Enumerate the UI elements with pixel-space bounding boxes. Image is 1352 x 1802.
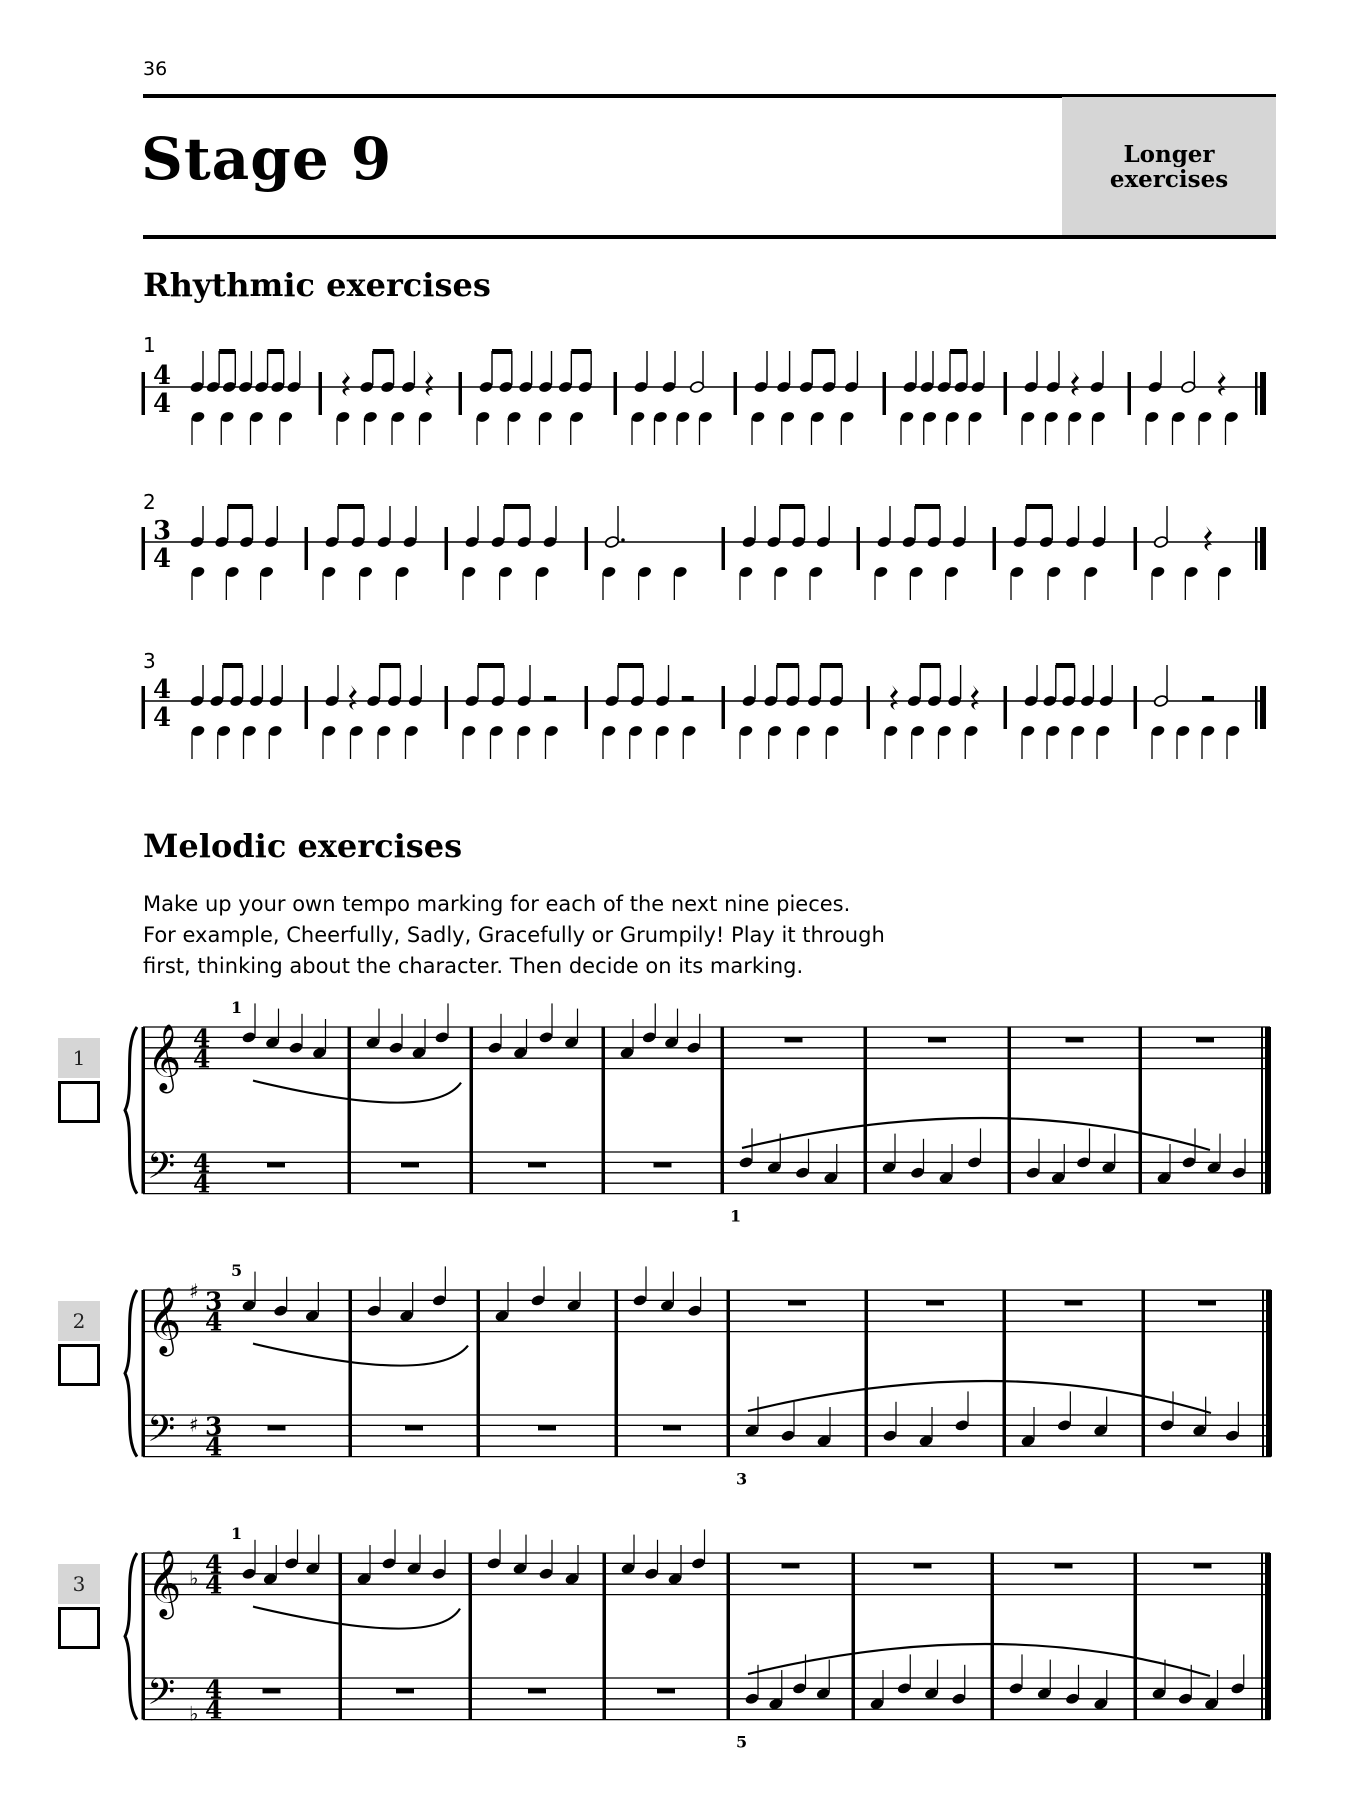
beam (618, 663, 643, 668)
quarter-rest-icon (1218, 371, 1226, 396)
barline (348, 1027, 352, 1194)
beam (950, 349, 967, 354)
final-barline-thin (1261, 1027, 1263, 1194)
time-signature-bottom: 4 (153, 389, 172, 419)
time-signature-bottom: 4 (205, 1432, 223, 1462)
final-barline-thin (1255, 372, 1258, 415)
whole-rest-icon (268, 1425, 286, 1430)
final-barline-thick (1260, 372, 1266, 415)
melody-note-head (486, 1557, 501, 1570)
time-signature-top: 4 (205, 1674, 223, 1704)
melody-note-head (538, 1031, 553, 1044)
quarter-rest-icon (971, 685, 979, 710)
melody-note-head (388, 1041, 403, 1054)
beam (228, 504, 253, 509)
melody-note-head (951, 1692, 966, 1705)
barline (727, 1553, 731, 1720)
melody-note-head (738, 1156, 753, 1169)
quarter-rest-icon (349, 685, 357, 710)
barline (319, 372, 323, 415)
key-signature-icon: ♭ (189, 1566, 199, 1590)
whole-rest-icon (785, 1037, 803, 1042)
melody-note-head (273, 1304, 288, 1317)
whole-rest-icon (1066, 1037, 1084, 1042)
time-signature-bottom: 4 (205, 1695, 223, 1725)
melody-note-head (882, 1429, 897, 1442)
barline (1004, 686, 1008, 729)
barline (445, 686, 449, 729)
half-rest-icon (544, 696, 556, 701)
time-signature-top: 4 (153, 361, 172, 391)
time-signature-bottom: 4 (205, 1307, 223, 1337)
whole-rest-icon (1065, 1300, 1083, 1305)
dot (621, 538, 625, 542)
page-number: 36 (143, 58, 168, 80)
barline (142, 527, 146, 570)
whole-rest-icon (263, 1688, 281, 1693)
melody-note-head (687, 1304, 702, 1317)
melody-note-head (644, 1567, 659, 1580)
barline (305, 686, 309, 729)
final-barline-thick (1266, 1290, 1272, 1457)
final-barline-thick (1260, 686, 1266, 729)
melodic-exercise-1-number: 1 (58, 1038, 100, 1078)
barline (1134, 527, 1138, 570)
final-barline-thin (1255, 527, 1258, 570)
barline (1134, 1553, 1138, 1720)
rhythm-exercise-3-label: 3 (143, 649, 156, 673)
melody-note-head (538, 1567, 553, 1580)
barline (722, 527, 726, 570)
barline (852, 1553, 856, 1720)
whole-rest-icon (914, 1563, 932, 1568)
whole-rest-icon (788, 1300, 806, 1305)
melody-note-head (381, 1557, 396, 1570)
melody-note-head (1178, 1692, 1193, 1705)
barline (1004, 372, 1008, 415)
whole-rest-icon (657, 1688, 675, 1693)
whole-rest-icon (405, 1425, 423, 1430)
barline (721, 1027, 725, 1194)
time-signature-bottom: 4 (205, 1570, 223, 1600)
barline (727, 1290, 731, 1457)
barline (142, 686, 146, 729)
melody-note-head (795, 1166, 810, 1179)
barline (469, 1553, 473, 1720)
melody-note-head (967, 1156, 982, 1169)
beam (1056, 663, 1075, 668)
brace-icon (125, 1027, 137, 1194)
whole-rest-icon (663, 1425, 681, 1430)
melody-note-head (434, 1031, 449, 1044)
melody-note-head (744, 1692, 759, 1705)
whole-rest-icon (928, 1037, 946, 1042)
time-signature-top: 4 (193, 1023, 211, 1053)
melody-note-head (284, 1557, 299, 1570)
final-barline-thick (1260, 527, 1266, 570)
melody-note-head (432, 1294, 447, 1307)
barline (142, 1553, 146, 1720)
melody-note-head (897, 1682, 912, 1695)
beam (812, 349, 835, 354)
fingering-number: 1 (730, 1206, 742, 1226)
bass-clef-icon: 𝄢 (147, 1671, 176, 1723)
time-signature-bottom: 4 (193, 1044, 211, 1074)
treble-clef-icon: 𝄞 (147, 1285, 182, 1354)
half-rest-icon (682, 696, 694, 701)
fingering-number: 5 (231, 1261, 243, 1280)
time-signature-top: 3 (205, 1286, 223, 1316)
melody-note-head (1025, 1166, 1040, 1179)
melodic-heading: Melodic exercises (143, 827, 463, 865)
barline (470, 1027, 474, 1194)
beam (219, 349, 235, 354)
beam (373, 349, 394, 354)
melody-note-head (366, 1304, 381, 1317)
rhythm-exercise-2-label: 2 (143, 490, 156, 514)
barline (1139, 1027, 1143, 1194)
brace-icon (125, 1553, 137, 1720)
melody-note-head (686, 1041, 701, 1054)
barline (1003, 1290, 1007, 1457)
final-barline-thick (1265, 1027, 1271, 1194)
time-signature-top: 3 (153, 516, 172, 546)
beam (338, 504, 364, 509)
quarter-rest-icon (425, 371, 433, 396)
fingering-number: 3 (736, 1469, 748, 1489)
whole-rest-icon (267, 1162, 285, 1167)
final-barline-thin (1262, 1290, 1264, 1457)
melody-note-head (1230, 1682, 1245, 1695)
key-signature-icon: ♯ (189, 1279, 199, 1303)
whole-rest-icon (528, 1162, 546, 1167)
time-signature-bottom: 4 (153, 703, 172, 733)
barline (722, 686, 726, 729)
fingering-number: 1 (231, 998, 243, 1017)
melody-note-head (792, 1682, 807, 1695)
beam (777, 663, 799, 668)
melody-note-head (1225, 1429, 1240, 1442)
final-barline-thin (1255, 686, 1258, 729)
whole-rest-icon (396, 1688, 414, 1693)
barline (585, 527, 589, 570)
melody-note-head (910, 1166, 925, 1179)
melody-note-head (632, 1294, 647, 1307)
beam (915, 504, 940, 509)
barline (1142, 1290, 1146, 1457)
melody-note-head (1008, 1682, 1023, 1695)
melody-note-head (1231, 1166, 1246, 1179)
whole-rest-icon (1194, 1563, 1212, 1568)
barline (602, 1027, 606, 1194)
melody-note-head (1065, 1692, 1080, 1705)
melody-note-head (1159, 1419, 1174, 1432)
section-tag-line-2: exercises (1109, 165, 1229, 193)
time-signature-bottom: 4 (153, 544, 172, 574)
quarter-rest-icon (1204, 526, 1212, 551)
whole-rest-icon (528, 1688, 546, 1693)
time-signature-top: 3 (205, 1411, 223, 1441)
brace-icon (125, 1290, 137, 1457)
barline (734, 372, 738, 415)
melody-note-head (241, 1031, 256, 1044)
melody-note-head (530, 1294, 545, 1307)
melody-note-head (954, 1419, 969, 1432)
rhythmic-heading: Rhythmic exercises (143, 266, 491, 304)
barline (142, 372, 146, 415)
half-rest-icon (1202, 696, 1214, 701)
melody-note-head (431, 1567, 446, 1580)
barline (993, 527, 997, 570)
beam (1026, 504, 1052, 509)
quarter-rest-icon (1071, 371, 1079, 396)
barline (883, 372, 887, 415)
key-signature-icon: ♯ (189, 1412, 199, 1437)
barline (614, 372, 618, 415)
barline (867, 686, 871, 729)
fingering-number: 5 (736, 1732, 748, 1752)
barline (305, 527, 309, 570)
page-title: Stage 9 (141, 125, 393, 193)
time-signature-top: 4 (193, 1148, 211, 1178)
whole-rest-icon (401, 1162, 419, 1167)
barline (142, 1027, 146, 1194)
melody-note-head (241, 1567, 256, 1580)
beam (492, 349, 512, 354)
barline (142, 1290, 146, 1457)
beam (268, 349, 284, 354)
key-signature-icon: ♭ (189, 1701, 199, 1726)
section-tag-line-1: Longer (1123, 140, 1215, 168)
melody-note-head (487, 1041, 502, 1054)
time-signature-top: 4 (153, 675, 172, 705)
treble-clef-icon: 𝄞 (147, 1022, 182, 1091)
barline (1008, 1027, 1012, 1194)
melody-note-head (288, 1041, 303, 1054)
quarter-rest-icon (890, 685, 898, 710)
final-barline-thick (1265, 1553, 1271, 1720)
intro-line-2: For example, Cheerfully, Sadly, Gracefully or Grumpily! Play it through (143, 923, 885, 947)
rhythm-exercise-1-label: 1 (143, 333, 156, 357)
barline (459, 372, 463, 415)
melody-note-head (642, 1031, 657, 1044)
slur (253, 1344, 468, 1366)
beam (504, 504, 530, 509)
beam (820, 663, 842, 668)
fingering-number: 1 (231, 1524, 243, 1543)
beam (223, 663, 243, 668)
intro-line-3: first, thinking about the character. Then decide on its marking. (143, 954, 804, 978)
beam (920, 663, 940, 668)
barline (445, 527, 449, 570)
quarter-rest-icon (342, 371, 350, 396)
beam (571, 349, 591, 354)
slur (748, 1644, 1210, 1676)
intro-line-1: Make up your own tempo marking for each of the next nine pieces. (143, 892, 851, 916)
whole-rest-icon (782, 1563, 800, 1568)
whole-rest-icon (654, 1162, 672, 1167)
barline (477, 1290, 481, 1457)
barline (857, 527, 861, 570)
whole-rest-icon (1055, 1563, 1073, 1568)
barline (615, 1290, 619, 1457)
whole-rest-icon (1196, 1037, 1214, 1042)
beam (780, 504, 805, 509)
melody-note-head (780, 1429, 795, 1442)
whole-rest-icon (1198, 1300, 1216, 1305)
bass-clef-icon: 𝄢 (147, 1145, 176, 1197)
barline (864, 1027, 868, 1194)
melody-note-head (691, 1557, 706, 1570)
barline (585, 686, 589, 729)
barline (349, 1290, 353, 1457)
melody-note-head (1181, 1156, 1196, 1169)
slur (253, 1607, 460, 1629)
melody-note-head (1057, 1419, 1072, 1432)
bass-clef-icon: 𝄢 (147, 1408, 176, 1460)
beam (380, 663, 401, 668)
treble-clef-icon: 𝄞 (147, 1548, 182, 1617)
time-signature-top: 4 (205, 1549, 223, 1579)
slur (253, 1081, 461, 1103)
barline (1134, 686, 1138, 729)
melodic-exercise-3-number: 3 (58, 1564, 100, 1604)
melody-note-head (1076, 1156, 1091, 1169)
barline (603, 1553, 607, 1720)
time-signature-bottom: 4 (193, 1169, 211, 1199)
barline (1128, 372, 1132, 415)
beam (478, 663, 504, 668)
barline (991, 1553, 995, 1720)
melodic-exercise-2-number: 2 (58, 1301, 100, 1341)
barline (339, 1553, 343, 1720)
whole-rest-icon (538, 1425, 556, 1430)
final-barline-thin (1261, 1553, 1263, 1720)
barline (865, 1290, 869, 1457)
whole-rest-icon (926, 1300, 944, 1305)
